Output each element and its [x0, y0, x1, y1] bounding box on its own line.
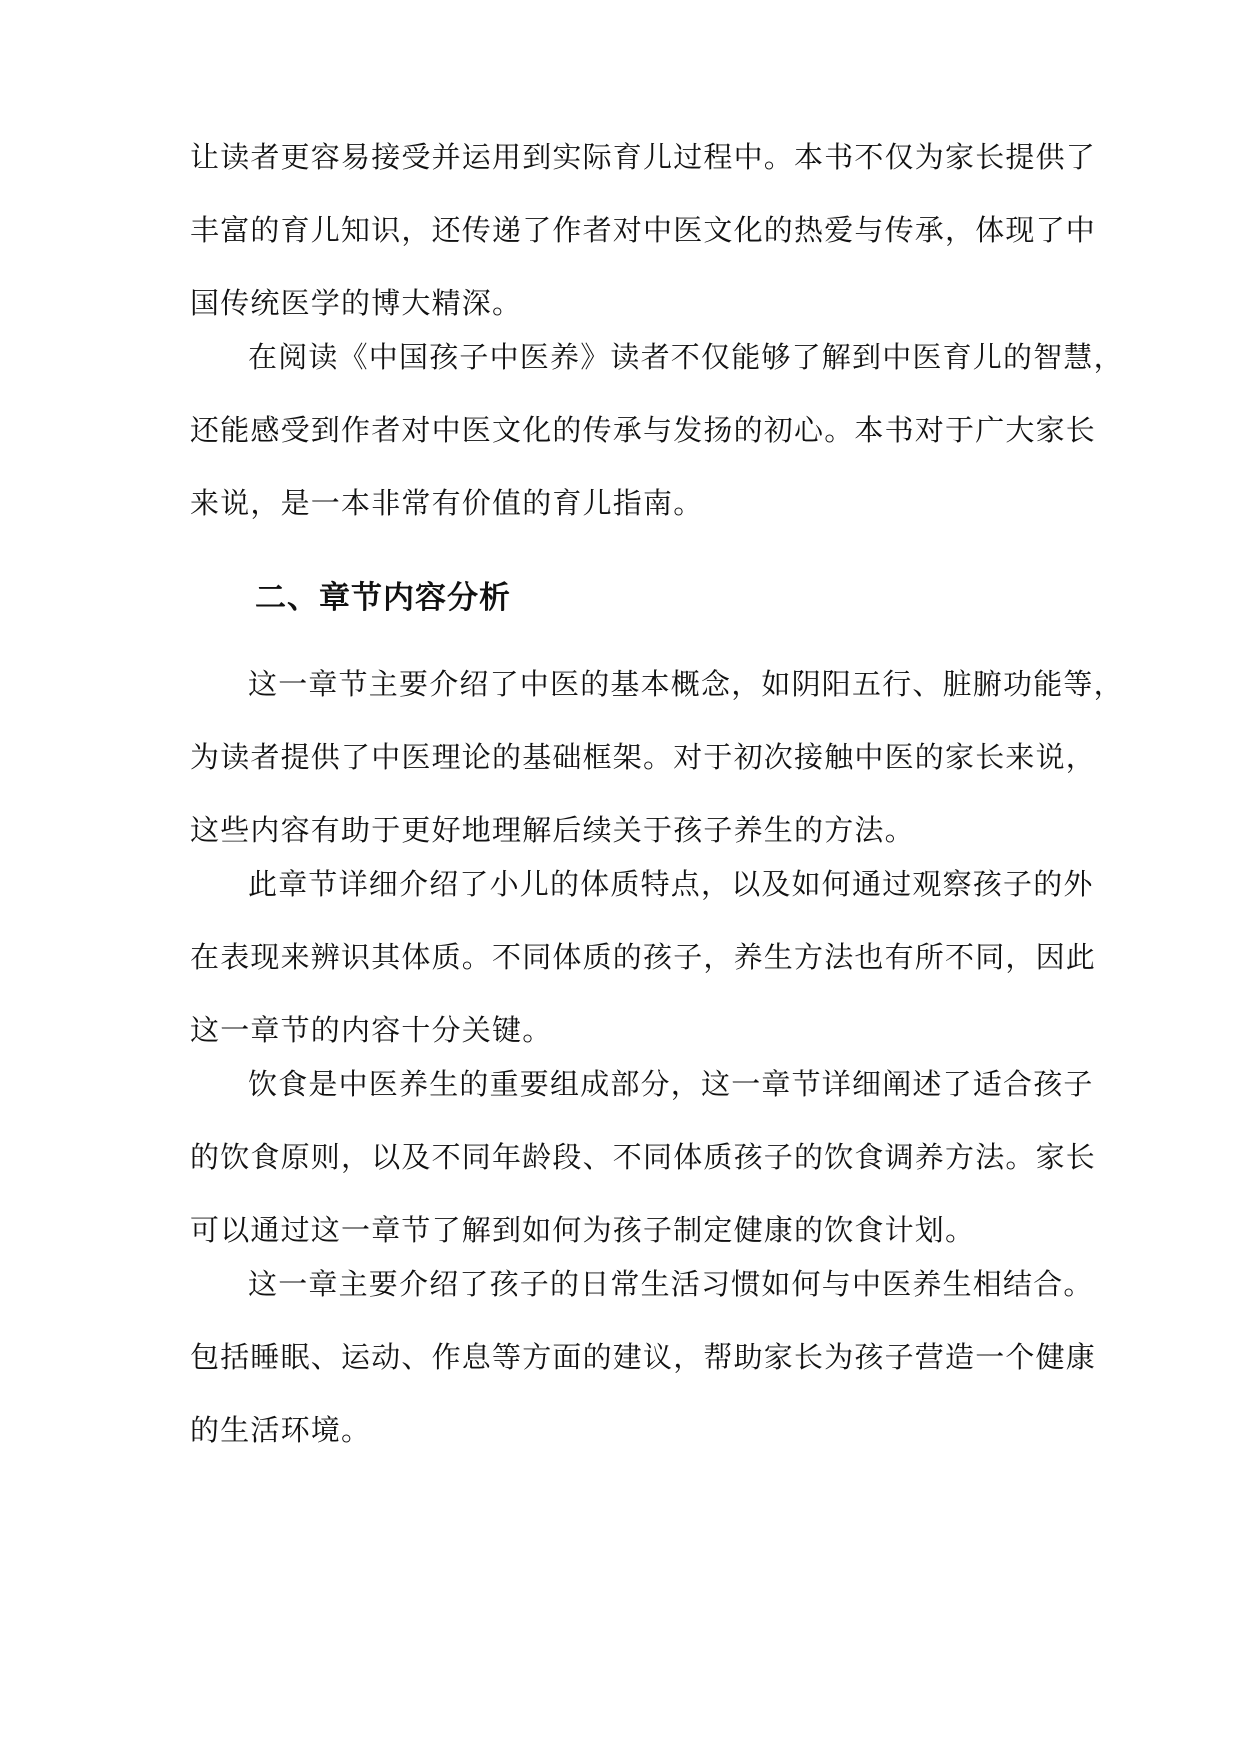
text-line: 来说，是一本非常有价值的育儿指南。 [190, 486, 704, 520]
text-line: 此章节详细介绍了小儿的体质特点，以及如何通过观察孩子的外 [248, 867, 1094, 901]
text-line: 的生活环境。 [190, 1413, 372, 1447]
text-line: 在阅读《中国孩子中医养》读者不仅能够了解到中医育儿的智慧， [248, 340, 1124, 374]
text-line: 为读者提供了中医理论的基础框架。对于初次接触中医的家长来说， [190, 740, 1097, 774]
text-line: 这一章节的内容十分关键。 [190, 1013, 553, 1047]
text-line: 的饮食原则，以及不同年龄段、不同体质孩子的饮食调养方法。家长 [190, 1140, 1097, 1174]
text-line: 包括睡眠、运动、作息等方面的建议，帮助家长为孩子营造一个健康 [190, 1340, 1097, 1374]
text-line: 还能感受到作者对中医文化的传承与发扬的初心。本书对于广大家长 [190, 413, 1097, 447]
section-heading: 二、章节内容分析 [255, 580, 511, 616]
text-line: 这一章节主要介绍了中医的基本概念，如阴阳五行、脏腑功能等， [248, 667, 1124, 701]
text-line: 让读者更容易接受并运用到实际育儿过程中。本书不仅为家长提供了 [190, 140, 1097, 174]
text-line: 在表现来辨识其体质。不同体质的孩子，养生方法也有所不同，因此 [190, 940, 1097, 974]
text-line: 这些内容有助于更好地理解后续关于孩子养生的方法。 [190, 813, 915, 847]
text-line: 这一章主要介绍了孩子的日常生活习惯如何与中医养生相结合。 [248, 1267, 1094, 1301]
text-line: 饮食是中医养生的重要组成部分，这一章节详细阐述了适合孩子 [248, 1067, 1094, 1101]
text-line: 丰富的育儿知识，还传递了作者对中医文化的热爱与传承，体现了中 [190, 213, 1097, 247]
text-line: 国传统医学的博大精深。 [190, 286, 523, 320]
text-line: 可以通过这一章节了解到如何为孩子制定健康的饮食计划。 [190, 1213, 976, 1247]
